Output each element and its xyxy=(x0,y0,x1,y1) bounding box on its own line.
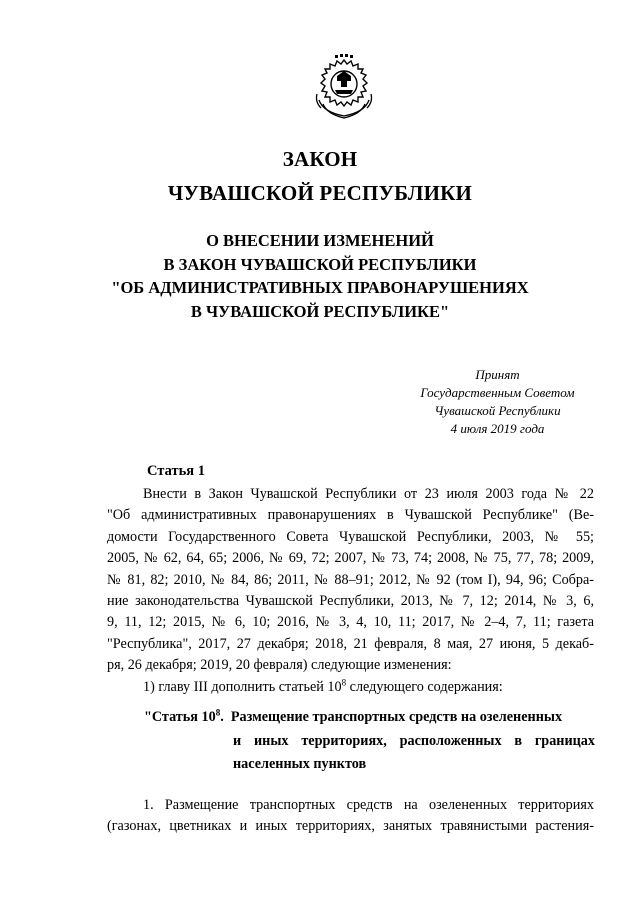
text-line: ние законодательства Чувашской Республики, 2013, № 7, 12; 2014, № 3, 6, xyxy=(107,592,594,609)
article-10-8-label xyxy=(144,709,224,725)
subtitle-line: В ЧУВАШСКОЙ РЕСПУБЛИКЕ" xyxy=(190,301,450,321)
article-1-heading: Статья 1 xyxy=(147,463,205,479)
article-10-8-title-line: Размещение транспортных средств на озелененных xyxy=(230,709,563,725)
amendment-item-1 xyxy=(107,677,594,698)
law-subtitle xyxy=(0,229,640,323)
text-line: домости Государственного Совета Чувашской Республики, 2003, № 55; xyxy=(107,528,594,545)
item-text: 1) главу III дополнить статьей 10 xyxy=(143,678,342,695)
text-line: 9, 11, 12; 2015, № 6, 10; 2016, № 3, 4, 10, 11; 2017, № 2–4, 7, 11; газета xyxy=(107,614,594,631)
subtitle-line: "ОБ АДМИНИСТРАТИВНЫХ ПРАВОНАРУШЕНИЯХ xyxy=(111,278,529,297)
text-line: "Республика", 2017, 27 декабря; 2018, 21 февраля, 8 мая, 27 июня, 5 декаб- xyxy=(107,635,594,652)
adoption-date: 4 июля 2019 года xyxy=(450,421,545,436)
text-line: 2005, № 62, 64, 65; 2006, № 69, 72; 2007, № 73, 74; 2008, № 75, 77, 78; 2009, xyxy=(107,550,594,567)
text-line: Внести в Закон Чувашской Республики от 23 июля 2003 года № 22 xyxy=(143,486,594,502)
item-text: следующего содержания: xyxy=(346,678,503,695)
adoption-line: Принят xyxy=(475,367,520,382)
article-10-8-title-line: и иных территориях, расположенных в границах xyxy=(233,732,595,749)
item-superscript: 8 xyxy=(341,676,347,687)
adoption-line: Государственным Советом xyxy=(420,385,575,400)
text-line: № 81, 82; 2010, № 84, 86; 2011, № 88–91; 2012, № 92 (том I), 94, 96; Собра- xyxy=(107,571,594,588)
adoption-line: Чувашской Республики xyxy=(434,403,561,418)
label-text: "Статья 10 xyxy=(144,709,216,725)
article-1-text xyxy=(107,484,594,698)
adoption-block xyxy=(410,366,585,438)
label-superscript: 8 xyxy=(215,707,221,718)
article-10-8-title-line: населенных пунктов xyxy=(233,756,367,772)
article-10-8-heading xyxy=(144,706,595,777)
label-text: . xyxy=(220,709,224,725)
subtitle-line: В ЗАКОН ЧУВАШСКОЙ РЕСПУБЛИКИ xyxy=(163,254,477,274)
text-line: ря, 26 декабря; 2019, 20 февраля) следующие изменения: xyxy=(107,657,452,674)
article-10-8-paragraph-1 xyxy=(107,795,594,838)
republic-title: ЧУВАШСКОЙ РЕСПУБЛИКИ xyxy=(167,181,473,205)
chuvash-emblem-icon xyxy=(313,54,375,120)
text-line: (газонах, цветниках и иных территориях, занятых травянистыми растения- xyxy=(107,818,594,835)
text-line: 1. Размещение транспортных средств на озелененных территориях xyxy=(143,797,594,813)
text-line: "Об административных правонарушениях в Чувашской Республике" (Ве- xyxy=(107,507,594,524)
document-type-title: ЗАКОН xyxy=(282,147,358,171)
subtitle-line: О ВНЕСЕНИИ ИЗМЕНЕНИЙ xyxy=(206,231,434,250)
